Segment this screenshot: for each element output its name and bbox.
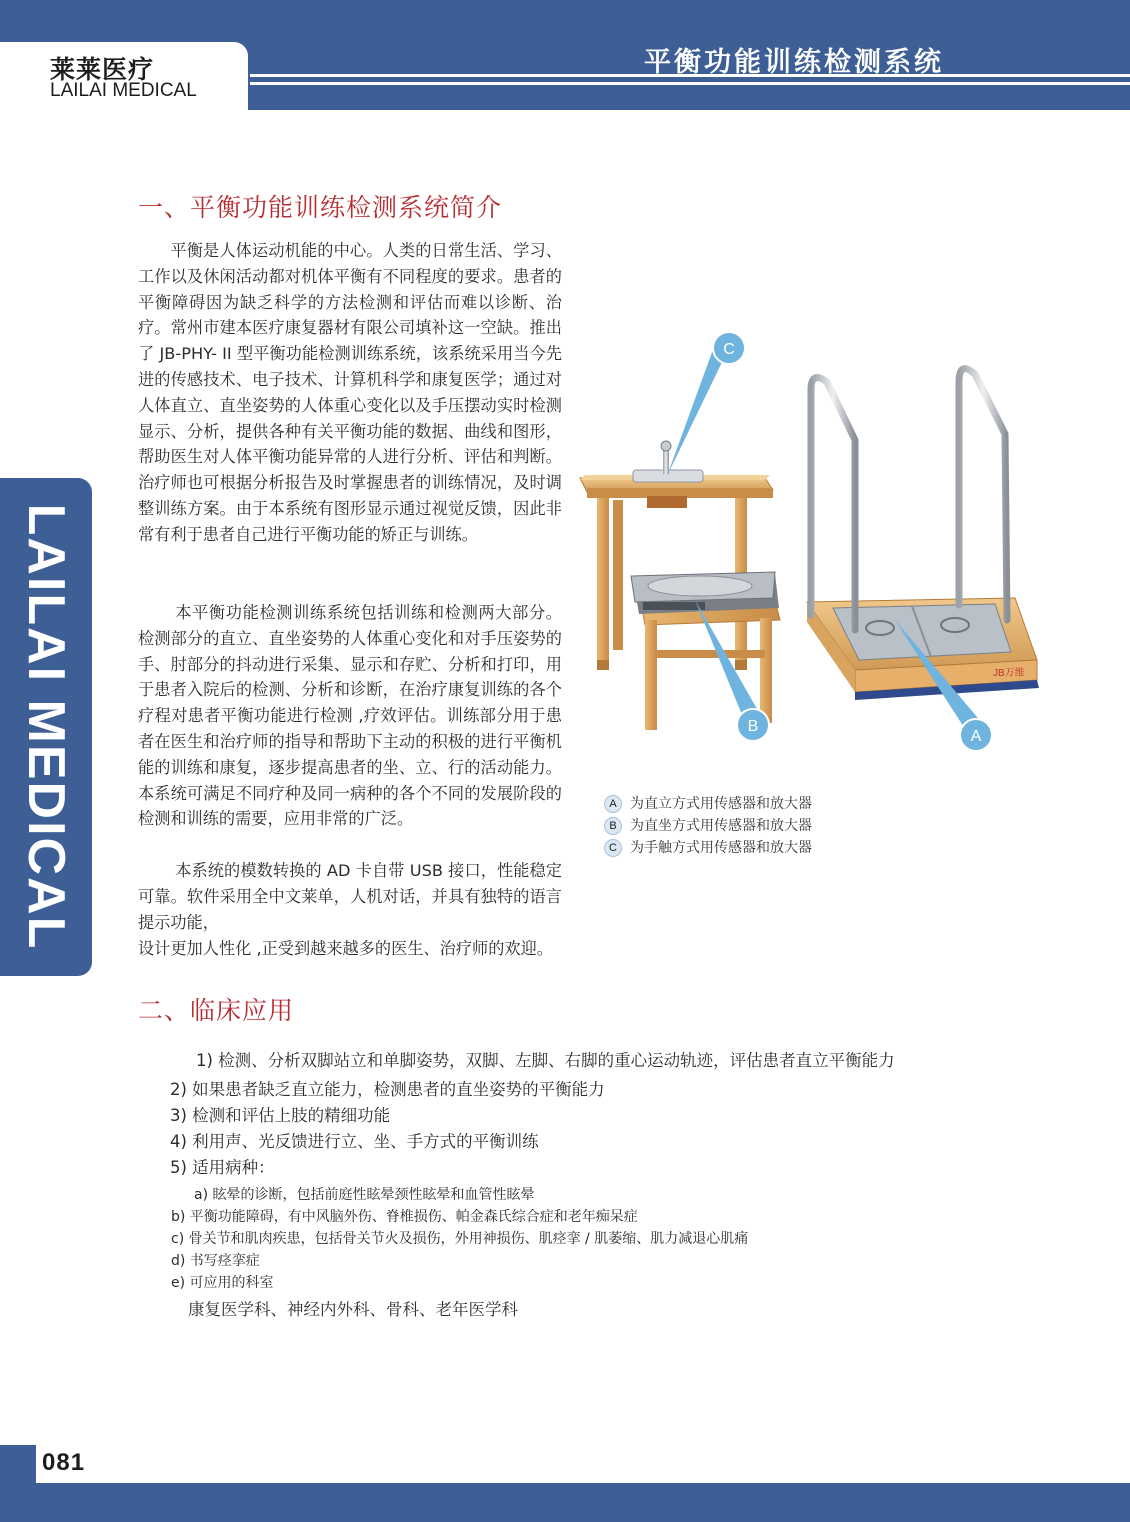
standing-platform xyxy=(807,369,1039,700)
clinical-item-1: 1) 检测、分析双脚站立和单脚姿势，双脚、左脚、右脚的重心运动轨迹，评估患者直立平衡能力 xyxy=(196,1051,895,1070)
header-stripe xyxy=(250,82,1130,85)
clinical-item-5: 5) 适用病种： xyxy=(170,1158,275,1177)
callout-c-label: C xyxy=(723,341,735,358)
intro-paragraph-4 xyxy=(138,936,578,962)
intro-paragraph-1 xyxy=(138,238,562,548)
intro-paragraph-2 xyxy=(138,600,562,832)
section-title-clinical: 二、临床应用 xyxy=(138,996,295,1025)
side-tab-text: LAILAI MEDICAL xyxy=(17,503,75,951)
footer-bar xyxy=(0,1483,1130,1522)
clinical-item-2: 2) 如果患者缺乏直立能力，检测患者的直坐姿势的平衡能力 xyxy=(170,1080,605,1099)
legend-item-a xyxy=(604,793,812,813)
hand-touch-table xyxy=(580,441,773,670)
seated-platform xyxy=(631,572,780,730)
legend-item-b xyxy=(604,815,812,835)
clinical-item-3: 3) 检测和评估上肢的精细功能 xyxy=(170,1106,391,1125)
legend-item-c xyxy=(604,837,812,857)
section-title-intro: 一、平衡功能训练检测系统简介 xyxy=(138,193,503,222)
legend-text: 为手触方式用传感器和放大器 xyxy=(630,840,812,856)
intro-paragraph-3 xyxy=(138,858,562,935)
clinical-subitem-d: d) 书写痉挛症 xyxy=(171,1253,260,1269)
balance-system-illustration xyxy=(575,330,1075,770)
legend-key-c: C xyxy=(604,839,622,857)
callout-b-label: B xyxy=(747,718,759,735)
legend-key-a: A xyxy=(604,795,622,813)
paragraph-text: 本系统的模数转换的 AD 卡自带 USB 接口，性能稳定可靠。软件采用全中文莱单，人机对话，并具有独特的语言提示功能， xyxy=(138,861,562,932)
paragraph-text: 平衡是人体运动机能的中心。人类的日常生活、学习、工作以及休闲活动都对机体平衡有不同程度的要求。患者的平衡障碍因为缺乏科学的方法检测和评估而难以诊断、治疗。常州市建本医疗康复器材有限公司填补这一空缺。推出了 JB-PHY- II 型平衡功能检测训练系统，该系统采用当今先进的传感技术、电子技术、计算机科学和康复医学；通过对人体直立、直坐姿势的人体重心变化以及手压摆动实时检测显示、分析，提供各种有关平衡功能的数据、曲线和图形，帮助医生对人体平衡功能异常的人进行分析、评估和判断。治疗师也可根据分析报告及时掌握患者的训练情况，及时调整训练方案。由于本系统有图形显示通过视觉反馈，因此非常有利于患者自己进行平衡功能的矫正与训练。 xyxy=(138,241,562,544)
clinical-subitem-c: c) 骨关节和肌肉疾患，包括骨关节火及损伤，外用神损伤、肌痉挛 / 肌萎缩、肌力减退心肌痛 xyxy=(171,1231,749,1247)
departments-list: 康复医学科、神经内外科、骨科、老年医学科 xyxy=(188,1300,518,1319)
paragraph-text: 本平衡功能检测训练系统包括训练和检测两大部分。检测部分的直立、直坐姿势的人体重心变化和对手压姿势的手、肘部分的抖动进行采集、显示和存贮、分析和打印，用于患者入院后的检测、分析和诊断，在治疗康复训练的各个疗程对患者平衡功能进行检测 ,疗效评估。训练部分用于患者在医生和治疗师的指导和帮助下主动的积极的进行平衡机能的训练和康复，逐步提高患者的坐、立、行的活动能力。本系统可满足不同疗种及同一病种的各个不同的发展阶段的检测和训练的需要，应用非常的广泛。 xyxy=(138,603,562,829)
device-brand-label: JB万维 xyxy=(993,668,1025,679)
paragraph-text: 设计更加人性化 ,正受到越来越多的医生、治疗师的欢迎。 xyxy=(138,939,553,958)
clinical-subitem-a: a) 眩晕的诊断，包括前庭性眩晕颈性眩晕和血管性眩晕 xyxy=(194,1187,535,1203)
brand-name-cn: 莱莱医疗 xyxy=(50,55,155,84)
legend-text: 为直坐方式用传感器和放大器 xyxy=(630,818,812,834)
callout-c-pointer xyxy=(667,344,725,476)
brand-name-en: LAILAI MEDICAL xyxy=(50,80,197,101)
clinical-subitem-b: b) 平衡功能障碍，有中风脑外伤、脊椎损伤、帕金森氏综合症和老年痴呆症 xyxy=(171,1209,638,1225)
callout-a-label: A xyxy=(970,728,982,745)
page-number: 081 xyxy=(42,1449,86,1476)
page-title: 平衡功能训练检测系统 xyxy=(644,47,944,78)
legend-text: 为直立方式用传感器和放大器 xyxy=(630,796,812,812)
clinical-item-4: 4) 利用声、光反馈进行立、坐、手方式的平衡训练 xyxy=(170,1132,539,1151)
clinical-subitem-e: e) 可应用的科室 xyxy=(171,1275,274,1291)
legend-key-b: B xyxy=(604,817,622,835)
page-number-tab xyxy=(0,1445,36,1483)
